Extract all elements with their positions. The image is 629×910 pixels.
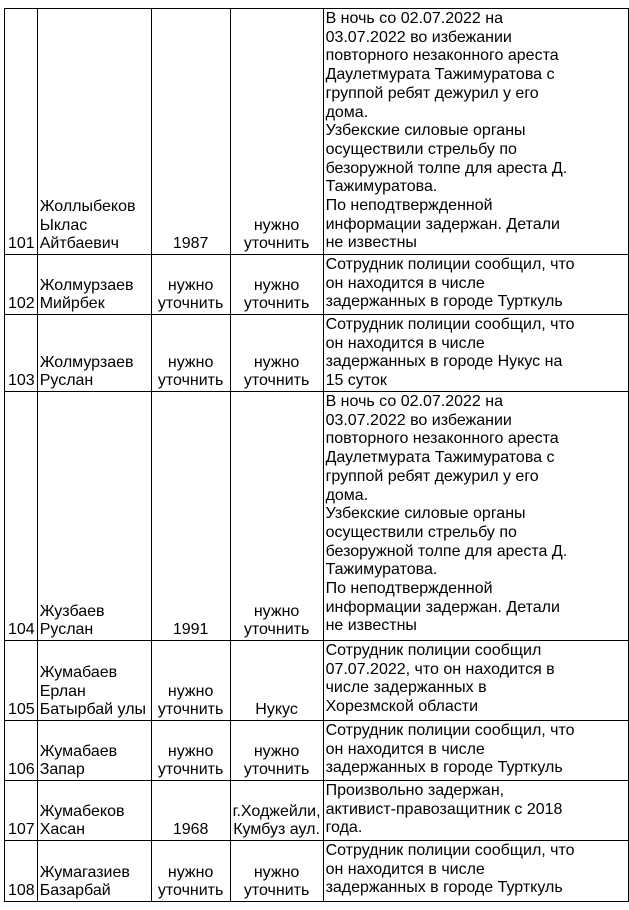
- person-name-cell: Жолмурзаев Руслан: [37, 315, 151, 392]
- details-cell: Сотрудник полиции сообщил, что он находится в числе задержанных в городе Нукус на 15 суток: [323, 315, 628, 392]
- table-row: [5, 315, 629, 392]
- details-cell: В ночь со 02.07.2022 на 03.07.2022 во избежании повторного незаконного ареста Даулетмурата Тажимуратова с группой ребят дежурил у его дома. Узбекские силовые органы осуществили стрельбу по безоружной толпе для ареста Д. Тажимуратова. По неподтвержденной информации задержан. Детали не известны: [323, 9, 628, 255]
- person-name-cell: Жузбаев Руслан: [37, 392, 151, 641]
- birth-year-cell: нужно уточнить: [151, 721, 230, 781]
- birth-year-cell: нужно уточнить: [151, 255, 230, 315]
- place-cell: Нукус: [230, 641, 323, 721]
- birth-year-cell: нужно уточнить: [151, 841, 230, 902]
- place-cell: нужно уточнить: [230, 841, 323, 902]
- table-row: [5, 841, 629, 902]
- details-cell: В ночь со 02.07.2022 на 03.07.2022 во избежании повторного незаконного ареста Даулетмурата Тажимуратова с группой ребят дежурил у его дома. Узбекские силовые органы осуществили стрельбу по безоружной толпе для ареста Д. Тажимуратова. По неподтвержденной информации задержан. Детали не известны: [323, 392, 628, 641]
- row-number-cell: 103: [5, 315, 38, 392]
- person-name-cell: Жумабаев Запар: [37, 721, 151, 781]
- detainees-table: [4, 8, 629, 902]
- table-row: [5, 641, 629, 721]
- birth-year-cell: 1968: [151, 781, 230, 841]
- birth-year-cell: нужно уточнить: [151, 641, 230, 721]
- person-name-cell: Жоллыбеков Ыклас Айтбаевич: [37, 9, 151, 255]
- table-row: [5, 781, 629, 841]
- row-number-cell: 104: [5, 392, 38, 641]
- row-number-cell: 105: [5, 641, 38, 721]
- person-name-cell: Жумабаев Ерлан Батырбай улы: [37, 641, 151, 721]
- table-row: [5, 9, 629, 255]
- place-cell: нужно уточнить: [230, 721, 323, 781]
- details-cell: Сотрудник полиции сообщил 07.07.2022, что он находится в числе задержанных в Хорезмской области: [323, 641, 628, 721]
- row-number-cell: 102: [5, 255, 38, 315]
- row-number-cell: 108: [5, 841, 38, 902]
- table-row: [5, 721, 629, 781]
- place-cell: г.Ходжейли, Кумбуз аул.: [230, 781, 323, 841]
- details-cell: Сотрудник полиции сообщил, что он находится в числе задержанных в городе Турткуль: [323, 255, 628, 315]
- place-cell: нужно уточнить: [230, 392, 323, 641]
- birth-year-cell: 1991: [151, 392, 230, 641]
- place-cell: нужно уточнить: [230, 9, 323, 255]
- person-name-cell: Жумабеков Хасан: [37, 781, 151, 841]
- details-cell: Сотрудник полиции сообщил, что он находится в числе задержанных в городе Турткуль: [323, 841, 628, 902]
- place-cell: нужно уточнить: [230, 315, 323, 392]
- row-number-cell: 101: [5, 9, 38, 255]
- table-row: [5, 255, 629, 315]
- row-number-cell: 106: [5, 721, 38, 781]
- person-name-cell: Жолмурзаев Мийрбек: [37, 255, 151, 315]
- row-number-cell: 107: [5, 781, 38, 841]
- person-name-cell: Жумагазиев Базарбай: [37, 841, 151, 902]
- details-cell: Сотрудник полиции сообщил, что он находится в числе задержанных в городе Турткуль: [323, 721, 628, 781]
- birth-year-cell: нужно уточнить: [151, 315, 230, 392]
- details-cell: Произвольно задержан, активист-правозащитник с 2018 года.: [323, 781, 628, 841]
- table-row: [5, 392, 629, 641]
- birth-year-cell: 1987: [151, 9, 230, 255]
- place-cell: нужно уточнить: [230, 255, 323, 315]
